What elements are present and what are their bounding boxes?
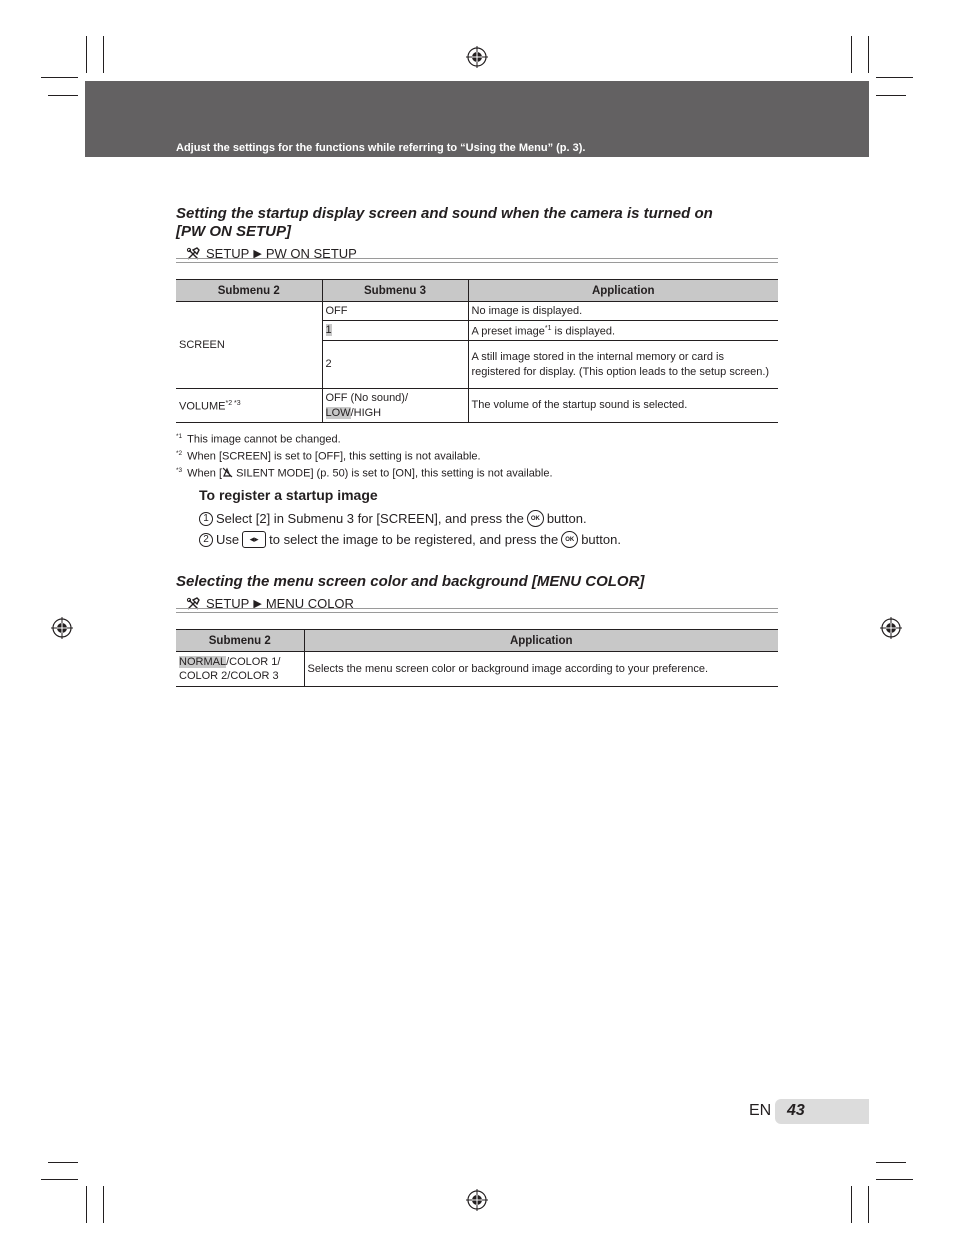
silent-mode-icon (222, 467, 233, 478)
path-arrow: ▶ (253, 248, 262, 260)
cell-app-volume: The volume of the startup sound is selected. (468, 389, 778, 423)
register-step-1: 1 Select [2] in Submenu 3 for [SCREEN], and press the OK button. (199, 510, 587, 527)
cell-volume: $VOLUME^{*2 *3}$ (176, 389, 322, 423)
header-instruction: Adjust the settings for the functions while referring to “Using the Menu” (p. 3). (176, 142, 586, 154)
footnote-3: $^{*3}$ When [ SILENT MODE] (p. 50) is set to [ON], this setting is not available. (176, 467, 553, 480)
pw-on-setup-table (176, 279, 778, 423)
col-header-application: Application (304, 630, 778, 652)
ok-button-icon: OK (527, 510, 544, 527)
col-header-application: Application (468, 280, 778, 302)
path-divider (176, 608, 778, 613)
col-header-submenu2: Submenu 2 (176, 630, 304, 652)
cell-app-menu-color: Selects the menu screen color or background image according to your preference. (304, 652, 778, 687)
section-title-pw-on-setup: Setting the startup display screen and sound when the camera is turned on [PW ON SETUP] (176, 205, 713, 240)
cell-app-1: A preset image$^{*1}$ is displayed. (468, 321, 778, 341)
menu-color-table (176, 629, 778, 687)
footnote-1: $^{*1}$ This image cannot be changed. (176, 433, 341, 446)
col-header-submenu2: Submenu 2 (176, 280, 322, 302)
cell-screen: SCREEN (176, 302, 322, 389)
cell-off: OFF (322, 302, 468, 321)
arrow-pad-icon: ◂▸ (242, 531, 266, 548)
registration-mark-icon (880, 617, 902, 639)
cell-1 (322, 321, 468, 341)
path-divider (176, 258, 778, 263)
registration-mark-icon (51, 617, 73, 639)
section-title-menu-color: Selecting the menu screen color and background [MENU COLOR] (176, 573, 645, 590)
footnote-2: $^{*2}$ When [SCREEN] is set to [OFF], this setting is not available. (176, 450, 481, 463)
col-header-submenu3: Submenu 3 (322, 280, 468, 302)
ok-button-icon: OK (561, 531, 578, 548)
path-setup: SETUP (206, 246, 250, 261)
registration-mark-icon (466, 46, 488, 68)
step-number: 1 (199, 512, 213, 526)
step-number: 2 (199, 533, 213, 547)
page-number: 43 (787, 1102, 805, 1119)
cell-app-2: A still image stored in the internal memory or card is registered for display. (This option leads to the setup screen.) (468, 341, 778, 389)
register-title: To register a startup image (199, 487, 378, 503)
path-arrow: ▶ (253, 598, 262, 610)
path-pw-on-setup: PW ON SETUP (265, 246, 357, 261)
path-menu-color: MENU COLOR (265, 596, 354, 611)
default-value-low: LOW (325, 406, 351, 419)
cell-2: 2 (322, 341, 468, 389)
language-label: EN (749, 1102, 772, 1119)
registration-mark-icon (466, 1189, 488, 1211)
default-value-1: 1 (325, 324, 332, 337)
footnotes (176, 430, 553, 481)
default-value-normal: NORMAL (179, 655, 227, 668)
cell-app-off: No image is displayed. (468, 302, 778, 321)
cell-volume-options: OFF (No sound)/ LOW/HIGH (322, 389, 468, 423)
path-setup: SETUP (206, 596, 250, 611)
cell-menu-color-options: NORMAL/COLOR 1/ COLOR 2/COLOR 3 (176, 652, 304, 687)
register-step-2: 2 Use ◂▸ to select the image to be registered, and press the OK button. (199, 531, 621, 548)
